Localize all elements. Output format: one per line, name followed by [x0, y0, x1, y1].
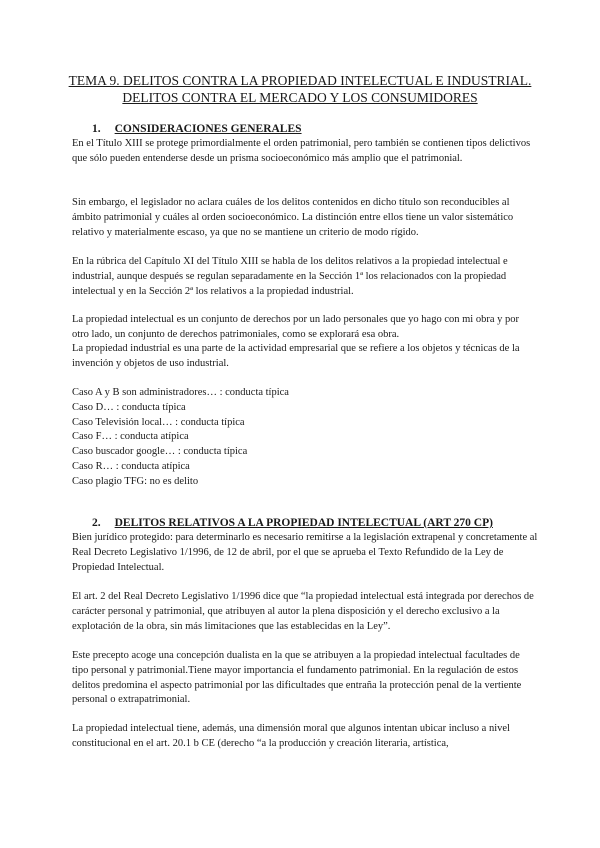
document-title — [40, 72, 560, 106]
case-item: Caso D… : conducta típica — [72, 401, 186, 413]
section-2-paragraph-1: Bien jurídico protegido: para determinarlo es necesario remitirse a la legislación extrapenal y concretamente al Real Decreto Legislativo 1/1996, de 12 de abril, por el que se aprueba el Texto Refundido de la Ley de Propiedad Intelectual. — [72, 532, 538, 573]
section-1-heading-text: CONSIDERACIONES GENERALES — [114, 123, 302, 135]
case-item: Caso buscador google… : conducta típica — [72, 446, 248, 458]
section-2-heading-text: DELITOS RELATIVOS A LA PROPIEDAD INTELECTUAL (ART 270 CP) — [114, 517, 493, 529]
section-1-paragraph-3: En la rúbrica del Capítulo XI del Título XIII se habla de los delitos relativos a la propiedad intelectual e industrial, aunque después se regulan separadamente en la Sección 1ª los relacionados con la propiedad intelectual y en la Sección 2ª los relativos a la propiedad industrial. — [72, 256, 508, 297]
section-1-paragraph-4: La propiedad intelectual es un conjunto de derechos por un lado personales que yo hago con mi obra y por otro lado, un conjunto de derechos patrimoniales, como se explorará esa obra. — [72, 314, 519, 340]
section-2-heading — [92, 516, 493, 530]
title-line-2: DELITOS CONTRA EL MERCADO Y LOS CONSUMIDORES — [122, 90, 478, 105]
case-item: Caso Televisión local… : conducta típica — [72, 416, 245, 428]
title-line-1: TEMA 9. DELITOS CONTRA LA PROPIEDAD INTELECTUAL E INDUSTRIAL. — [68, 73, 532, 88]
section-2-paragraph-3: Este precepto acoge una concepción dualista en la que se atribuyen a la propiedad intelectual facultades de tipo personal y patrimonial.Tiene mayor importancia el fundamento patrimonial. En la regulación de estos delitos predomina el aspecto patrimonial por las dificultades que entraña la protección penal de la vertiente personal o extrapatrimonial. — [72, 650, 522, 706]
section-2-number: 2. — [92, 517, 101, 529]
case-item: Caso A y B son administradores… : conducta típica — [72, 387, 289, 398]
case-item: Caso R… : conducta atípica — [72, 460, 190, 472]
case-item: Caso plagio TFG: no es delito — [72, 475, 199, 487]
section-1-heading — [92, 122, 302, 136]
section-2-paragraph-4: La propiedad intelectual tiene, además, una dimensión moral que algunos intentan ubicar incluso a nivel constitucional en el art. 20.1 b CE (derecho “a la producción y creación literaria, artística, — [72, 723, 510, 749]
section-2-paragraph-2: El art. 2 del Real Decreto Legislativo 1/1996 dice que “la propiedad intelectual está integrada por derechos de carácter personal y patrimonial, que atribuyen al autor la plena disposición y el derecho exclusivo a la explotación de la obra, sin más limitaciones que las establecidas en la Ley”. — [72, 591, 534, 632]
section-1-paragraph-1: En el Título XIII se protege primordialmente el orden patrimonial, pero también se contienen tipos delictivos que sólo pueden entenderse desde un prisma socioeconómico más amplio que el patrimonial. — [72, 138, 531, 164]
case-list — [72, 386, 289, 490]
section-1-number: 1. — [92, 123, 101, 135]
section-1-paragraph-2: Sin embargo, el legislador no aclara cuáles de los delitos contenidos en dicho título son reconducibles al ámbito patrimonial y cuáles al orden socioeconómico. La distinción entre ellos tiene un valor sistemático relativo y materialmente escaso, ya que no se mantiene un criterio de modo rígido. — [72, 197, 514, 238]
section-1-paragraph-5: La propiedad industrial es una parte de la actividad empresarial que se refiere a los objetos y técnicas de la invención y objetos de uso industrial. — [72, 343, 520, 369]
case-item: Caso F… : conducta atípica — [72, 431, 189, 443]
